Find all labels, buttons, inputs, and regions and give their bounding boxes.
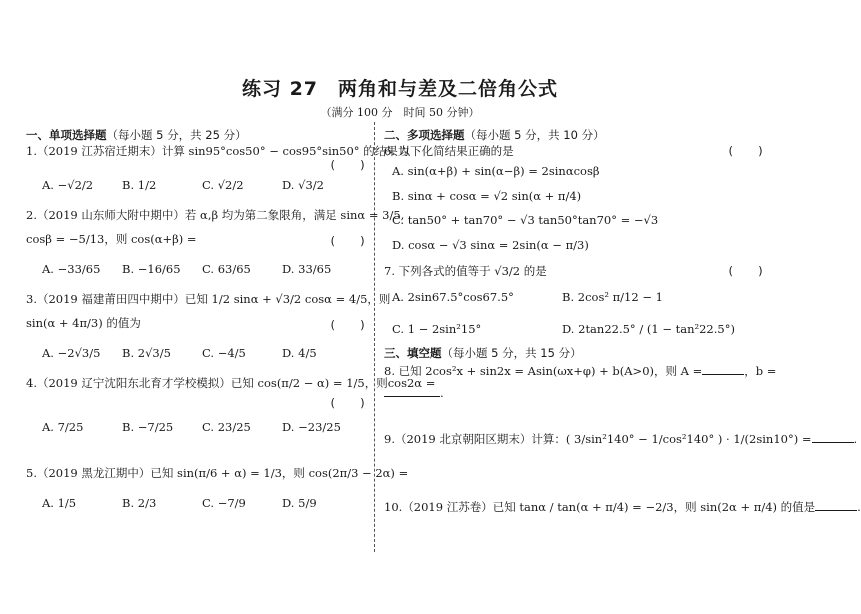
question-4 [26, 376, 436, 434]
section-note: （每小题 5 分，共 25 分） [106, 128, 247, 142]
section-label: 三、填空题 [384, 346, 442, 360]
question-2 [26, 208, 405, 276]
question-7 [384, 264, 764, 336]
question-1 [26, 144, 410, 192]
option-b: B. 2cos² π/12 − 1 [562, 290, 663, 304]
option-d: D. −23/25 [282, 420, 341, 434]
question-9 [384, 432, 858, 446]
answer-blank[interactable] [812, 432, 854, 443]
question-stem-cont [384, 386, 764, 400]
question-stem [384, 364, 777, 378]
option-a: A. −√2/2 [42, 178, 94, 192]
question-10 [384, 500, 861, 514]
option-c: C. 63/65 [202, 262, 251, 276]
option-a: A. 2sin67.5°cos67.5° [392, 290, 514, 304]
answer-blank[interactable] [815, 500, 857, 511]
question-end: . [853, 432, 858, 446]
question-end: . [857, 500, 861, 514]
question-stem: 6. 以下化简结果正确的是 [384, 144, 514, 158]
page-title: 练习 27 两角和与差及二倍角公式 [241, 78, 559, 100]
option-a: A. 7/25 [42, 420, 84, 434]
question-text-mid: ，b = [744, 364, 777, 378]
question-stem [384, 432, 858, 446]
question-stem: 4.（2019 辽宁沈阳东北育才学校模拟）已知 cos(π/2 − α) = 1/5，则cos2α = [26, 376, 436, 390]
section-heading-2 [384, 128, 764, 142]
option-a: A. 1/5 [42, 496, 77, 510]
question-stem: 2.（2019 山东师大附中期中）若 α,β 均为第二象限角，满足 sinα = 3/5, [26, 208, 405, 222]
section-label: 二、多项选择题 [384, 128, 465, 142]
question-stem: 1.（2019 江苏宿迁期末）计算 sin95°cos50° − cos95°sin50° 的结果为 [26, 144, 410, 158]
option-a: A. sin(α+β) + sin(α−β) = 2sinαcosβ [392, 164, 600, 179]
page-subtitle: （满分 100 分 时间 50 分钟） [320, 106, 480, 119]
option-c: C. 1 − 2sin²15° [392, 322, 482, 336]
option-c: C. −4/5 [202, 346, 246, 360]
section-note: （每小题 5 分，共 15 分） [441, 346, 582, 360]
question-stem: 3.（2019 福建莆田四中期中）已知 1/2 sinα + √3/2 cosα = 4/5，则 [26, 292, 391, 306]
option-b: B. sinα + cosα = √2 sin(α + π/4) [392, 188, 582, 203]
column-divider [374, 122, 375, 552]
option-c: C. 23/25 [202, 420, 251, 434]
answer-paren: ( ) [329, 234, 366, 248]
question-stem-cont: cosβ = −5/13，则 cos(α+β) = [26, 232, 197, 247]
option-d: D. 2tan22.5° / (1 − tan²22.5°) [562, 322, 735, 336]
option-c: C. tan50° + tan70° − √3 tan50°tan70° = −√3 [392, 213, 659, 228]
option-a: A. −2√3/5 [42, 346, 101, 360]
option-b: B. 1/2 [122, 178, 157, 192]
question-stem-cont: sin(α + 4π/3) 的值为 [26, 316, 141, 331]
section-heading-3 [384, 346, 764, 360]
question-stem: 7. 下列各式的值等于 √3/2 的是 [384, 264, 547, 278]
section-label: 一、单项选择题 [26, 128, 107, 142]
answer-paren: ( ) [329, 318, 366, 332]
answer-paren: ( ) [329, 158, 366, 172]
option-d: D. 5/9 [282, 496, 317, 510]
question-text: 9.（2019 北京朝阳区期末）计算：( 3/sin²140° − 1/cos²140° ) · 1/(2sin10°) = [384, 432, 812, 446]
option-c: C. √2/2 [202, 178, 244, 192]
question-stem [384, 500, 861, 514]
option-d: D. cosα − √3 sinα = 2sin(α − π/3) [392, 237, 589, 252]
option-d: D. √3/2 [282, 178, 324, 192]
answer-blank-a[interactable] [702, 364, 744, 375]
question-5 [26, 466, 409, 510]
question-3 [26, 292, 391, 360]
section-note: （每小题 5 分，共 10 分） [464, 128, 605, 142]
option-a: A. −33/65 [42, 262, 101, 276]
answer-blank-b[interactable] [384, 386, 440, 397]
option-b: B. −16/65 [122, 262, 181, 276]
question-text: 10.（2019 江苏卷）已知 tanα / tan(α + π/4) = −2/3，则 sin(2α + π/4) 的值是 [384, 500, 816, 514]
answer-paren: ( ) [727, 144, 764, 158]
question-8 [384, 364, 777, 401]
answer-paren: ( ) [727, 264, 764, 278]
option-b: B. 2/3 [122, 496, 157, 510]
option-b: B. 2√3/5 [122, 346, 171, 360]
question-stem: 5.（2019 黑龙江期中）已知 sin(π/6 + α) = 1/3，则 cos(2π/3 − 2α) = [26, 466, 409, 480]
option-b: B. −7/25 [122, 420, 174, 434]
option-c: C. −7/9 [202, 496, 246, 510]
question-text: 8. 已知 2cos²x + sin2x = Asin(ωx+φ) + b(A>0)，则 A = [384, 364, 703, 378]
section-heading-1 [26, 128, 366, 142]
question-6 [384, 144, 764, 252]
option-d: D. 4/5 [282, 346, 317, 360]
answer-paren: ( ) [329, 396, 366, 410]
question-end: . [440, 386, 444, 401]
option-d: D. 33/65 [282, 262, 332, 276]
